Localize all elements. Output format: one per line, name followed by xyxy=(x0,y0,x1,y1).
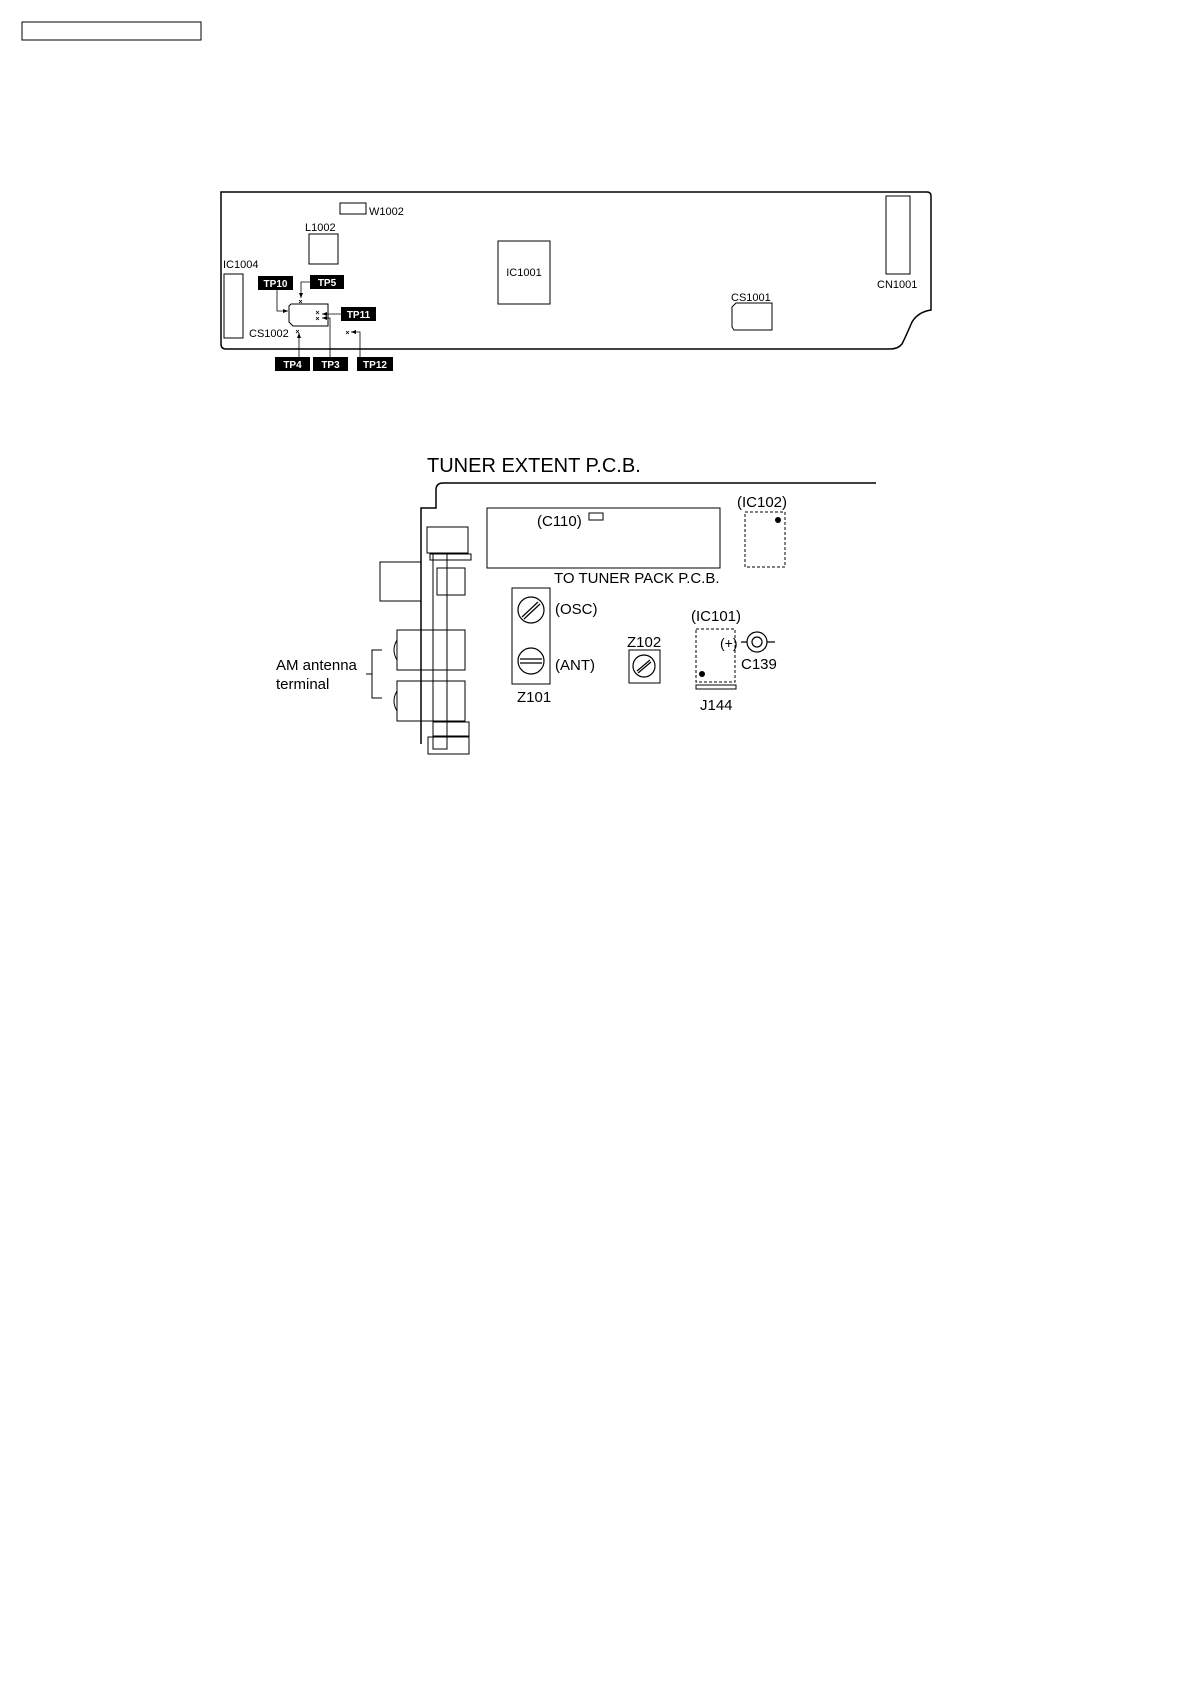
tp12-badge xyxy=(357,357,393,371)
cs1001-component xyxy=(732,303,772,330)
tp11-badge xyxy=(341,307,376,321)
tp4-badge xyxy=(275,357,310,371)
am-antenna-bracket xyxy=(366,650,382,698)
cn1001-component xyxy=(886,196,910,274)
c110-component xyxy=(589,513,603,520)
ic102-label: (IC102) xyxy=(737,494,788,511)
osc-trimmer xyxy=(518,597,544,623)
ic101-label: (IC101) xyxy=(691,608,742,625)
tp3-arrow xyxy=(322,316,327,320)
z101-label: Z101 xyxy=(517,689,552,706)
tuner-board xyxy=(276,455,876,754)
l1002-label: L1002 xyxy=(305,222,336,234)
tuner-board-title: TUNER EXTENT P.C.B. xyxy=(427,455,641,477)
tp11-arrow xyxy=(322,312,327,316)
z102-component xyxy=(629,650,660,683)
z102-label: Z102 xyxy=(627,634,662,651)
tp3-badge xyxy=(313,357,348,371)
tp11-label: TP11 xyxy=(346,310,371,321)
cs1001-label: CS1001 xyxy=(731,292,771,304)
tp12-arrow xyxy=(351,330,356,334)
w1002-component xyxy=(340,203,366,214)
l1002-component xyxy=(309,234,338,264)
tp10-badge xyxy=(258,276,293,290)
ic1004-label: IC1004 xyxy=(223,259,259,271)
c139-plus-label: (+) xyxy=(720,635,738,651)
tp12-label: TP12 xyxy=(363,360,387,371)
w1002-label: W1002 xyxy=(369,206,404,218)
tp5-label: TP5 xyxy=(317,278,337,289)
tp4-arrow xyxy=(297,333,301,338)
am-antenna-label-line2: terminal xyxy=(276,676,330,693)
ant-trimmer xyxy=(518,648,544,674)
tp5-badge xyxy=(310,275,344,289)
j144-component xyxy=(696,685,736,689)
jack-assembly xyxy=(380,527,471,754)
ic102-pin1-dot xyxy=(775,517,781,523)
cn1001-label: CN1001 xyxy=(877,279,918,291)
osc-label: (OSC) xyxy=(555,601,598,618)
ic1004-component xyxy=(224,274,243,338)
tp10-arrow xyxy=(283,309,288,313)
ant-label: (ANT) xyxy=(555,657,595,674)
header-box xyxy=(22,22,201,40)
cs1002-label: CS1002 xyxy=(249,328,289,340)
ic1001-label: IC1001 xyxy=(506,267,542,279)
tp3-label: TP3 xyxy=(321,360,340,371)
tp4-label: TP4 xyxy=(283,360,302,371)
cs1002-component xyxy=(289,304,328,326)
j144-label: J144 xyxy=(700,697,733,714)
c139-label: C139 xyxy=(741,656,777,673)
tuner-board-outline xyxy=(421,483,876,744)
z101-component xyxy=(512,588,550,684)
tp10-label: TP10 xyxy=(263,279,288,290)
am-antenna-label-line1: AM antenna xyxy=(276,657,357,674)
ic101-pin1-dot xyxy=(699,671,705,677)
to-tuner-pack-label: TO TUNER PACK P.C.B. xyxy=(554,570,720,587)
main-board xyxy=(221,192,931,371)
c139-component xyxy=(741,632,775,652)
c110-label: (C110) xyxy=(537,513,582,530)
tp5-arrow xyxy=(299,293,303,298)
